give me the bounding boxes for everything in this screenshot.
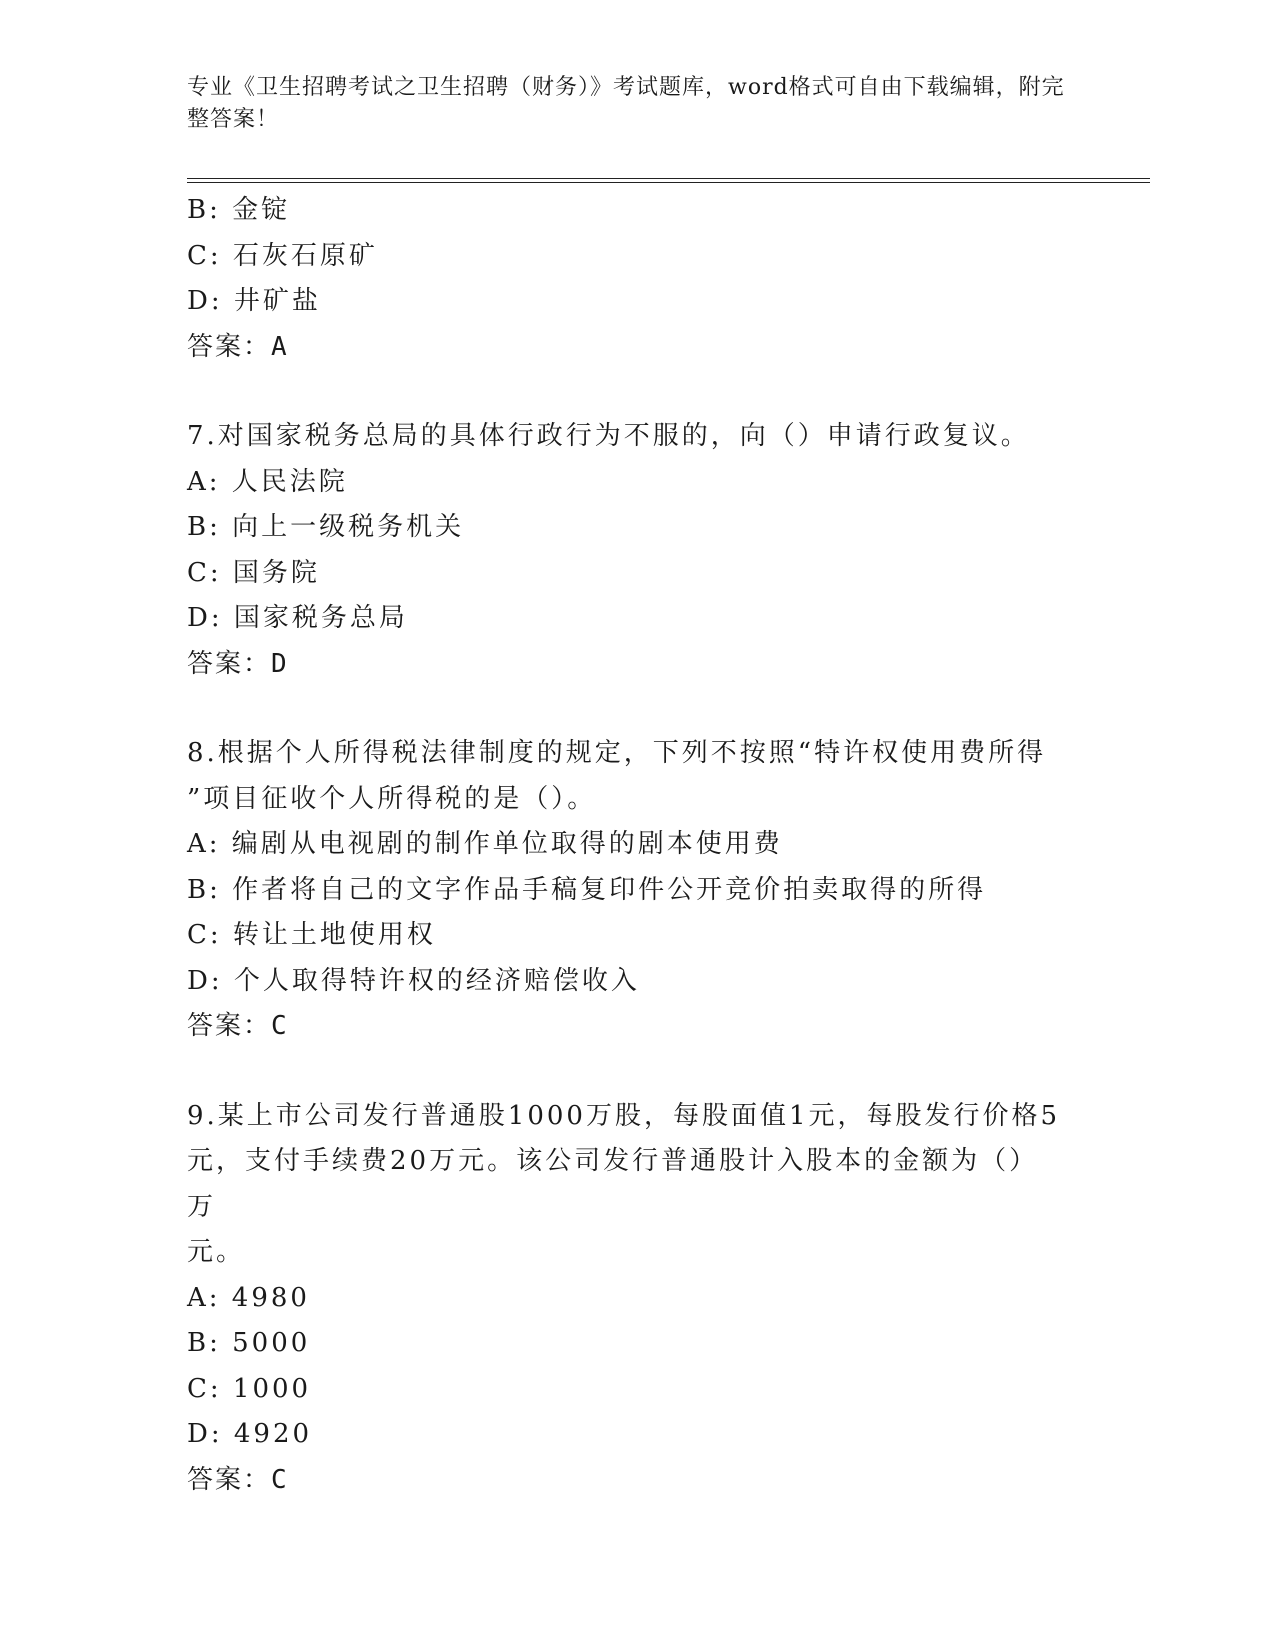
option-b: B: 金锭	[187, 195, 291, 225]
option-a: A: 编剧从电视剧的制作单位取得的剧本使用费	[187, 829, 783, 859]
answer-value: D	[271, 648, 289, 679]
question-content	[187, 188, 1067, 1503]
option-b: B: 向上一级税务机关	[187, 512, 465, 542]
answer-line	[187, 1004, 1067, 1050]
answer-label: 答案：	[187, 1464, 272, 1495]
option-d: D: 国家税务总局	[187, 603, 408, 633]
document-header: 专业《卫生招聘考试之卫生招聘（财务）》考试题库，word格式可自由下载编辑，附完整答案！	[187, 75, 1065, 132]
header-rule-bottom	[187, 182, 1150, 183]
answer-value: C	[271, 1011, 289, 1041]
question-gap	[187, 1050, 1067, 1094]
question-7	[187, 414, 1067, 687]
answer-line	[187, 1458, 1067, 1504]
question-text: 元，支付手续费20万元。该公司发行普通股计入股本的金额为（）万	[187, 1146, 1039, 1222]
question-text: ”项目征收个人所得税的是（）。	[187, 783, 597, 814]
answer-label: 答案：	[187, 648, 272, 679]
header-rule-top	[187, 178, 1150, 179]
option-a: A: 4980	[187, 1282, 310, 1313]
option-c: C: 转让土地使用权	[187, 920, 436, 950]
option-c: C: 国务院	[187, 557, 320, 588]
question-text: 9.某上市公司发行普通股1000万股，每股面值1元，每股发行价格5	[187, 1100, 1061, 1131]
question-gap	[187, 370, 1067, 414]
answer-value: C	[271, 1464, 289, 1495]
answer-line	[187, 325, 1067, 371]
option-b: B: 作者将自己的文字作品手稿复印件公开竞价拍卖取得的所得	[187, 874, 987, 905]
question-gap	[187, 687, 1067, 731]
option-d: D: 个人取得特许权的经济赔偿收入	[187, 965, 640, 996]
option-c: C: 1000	[187, 1373, 312, 1404]
answer-line	[187, 642, 1067, 688]
answer-label: 答案：	[187, 331, 272, 362]
question-text: 元。	[187, 1237, 246, 1267]
continued-question	[187, 188, 1067, 370]
question-text: 7.对国家税务总局的具体行政行为不服的，向（）申请行政复议。	[187, 421, 1030, 451]
option-a: A: 人民法院	[187, 466, 348, 497]
answer-label: 答案：	[187, 1011, 272, 1041]
answer-value: A	[271, 331, 289, 362]
question-text: 8.根据个人所得税法律制度的规定，下列不按照“特许权使用费所得	[187, 738, 1047, 768]
option-b: B: 5000	[187, 1328, 311, 1358]
question-8	[187, 731, 1067, 1050]
question-9	[187, 1094, 1067, 1504]
option-c: C: 石灰石原矿	[187, 240, 378, 271]
option-d: D: 井矿盐	[187, 286, 321, 316]
option-d: D: 4920	[187, 1419, 313, 1449]
